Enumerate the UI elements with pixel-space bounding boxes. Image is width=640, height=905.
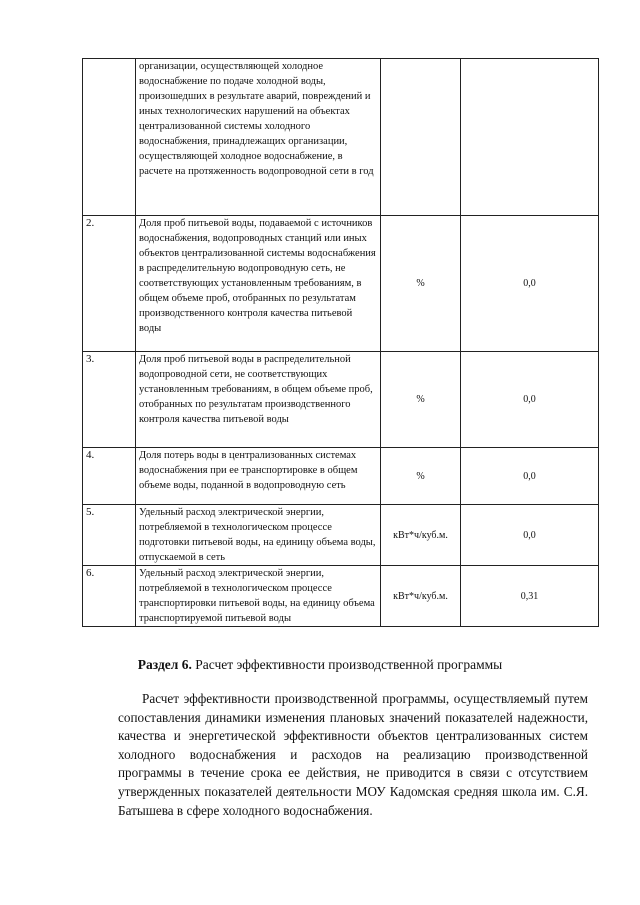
- row-value: 0,0: [461, 448, 599, 505]
- body-paragraph: [118, 690, 588, 820]
- row-unit: %: [381, 448, 461, 505]
- row-description: Удельный расход электрической энергии, потребляемой в технологическом процессе транспортировки питьевой воды, на единицу объема транспортируемой питьевой воды: [136, 566, 381, 627]
- table-row: [83, 59, 599, 216]
- row-number: 3.: [83, 352, 136, 448]
- row-description: организации, осуществляющей холодное водоснабжение по подаче холодной воды, произошедших в результате аварий, повреждений и иных технологических нарушений на объектах централизованной системы холодного водоснабжения, принадлежащих организации, осуществляющей холодное водоснабжение, в расчете на протяженность водопроводной сети в год: [136, 59, 381, 216]
- row-value: 0,0: [461, 352, 599, 448]
- table-row: [83, 448, 599, 505]
- row-unit: %: [381, 352, 461, 448]
- row-number: 5.: [83, 505, 136, 566]
- paragraph-text: Расчет эффективности производственной программы, осуществляемый путем сопоставления динамики изменения плановых значений показателей надежности, качества и энергетической эффективности объектов централизованных систем холодного водоснабжения и расходов на реализацию производственной программы в течение срока ее действия, не приводится в связи с отсутствием утвержденных показателей деятельности МОУ Кадомская средняя школа им. С.Я. Батышева в сфере холодного водоснабжения.: [118, 691, 588, 818]
- row-value: 0,0: [461, 505, 599, 566]
- table-row: [83, 216, 599, 352]
- row-unit: %: [381, 216, 461, 352]
- row-unit: [381, 59, 461, 216]
- row-description: Удельный расход электрической энергии, потребляемой в технологическом процессе подготовки питьевой воды, на единицу объема воды, отпускаемой в сеть: [136, 505, 381, 566]
- row-description: Доля потерь воды в централизованных системах водоснабжения при ее транспортировке в общем объеме воды, поданной в водопроводную сеть: [136, 448, 381, 505]
- table-row: [83, 352, 599, 448]
- row-number: 2.: [83, 216, 136, 352]
- row-value: 0,0: [461, 216, 599, 352]
- section-heading: [0, 657, 640, 673]
- indicators-table: [82, 58, 599, 627]
- row-description: Доля проб питьевой воды, подаваемой с источников водоснабжения, водопроводных станций или иных объектов централизованной системы водоснабжения в распределительную водопроводную сеть, не соответствующих установленным требованиям, в общем объеме проб, отобранных по результатам производственного контроля качества питьевой воды: [136, 216, 381, 352]
- row-number: 4.: [83, 448, 136, 505]
- row-number: [83, 59, 136, 216]
- row-unit: кВт*ч/куб.м.: [381, 566, 461, 627]
- row-description: Доля проб питьевой воды в распределительной водопроводной сети, не соответствующих установленным требованиям, в общем объеме проб, отобранных по результатам производственного контроля качества питьевой воды: [136, 352, 381, 448]
- row-value: [461, 59, 599, 216]
- table-row: [83, 566, 599, 627]
- table-row: [83, 505, 599, 566]
- row-number: 6.: [83, 566, 136, 627]
- row-value: 0,31: [461, 566, 599, 627]
- section-title: Расчет эффективности производственной программы: [195, 657, 503, 672]
- row-unit: кВт*ч/куб.м.: [381, 505, 461, 566]
- section-label: Раздел 6.: [137, 657, 192, 672]
